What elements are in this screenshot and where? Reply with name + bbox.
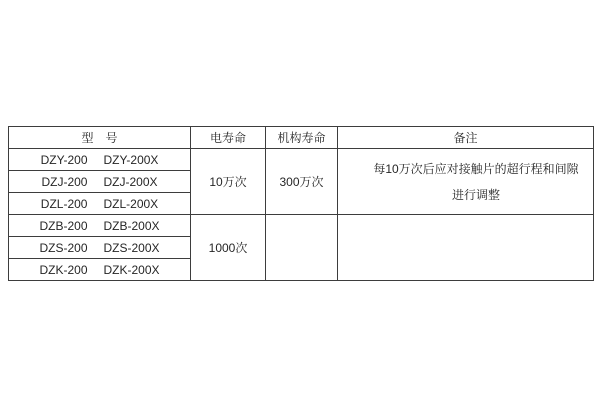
remarks-cell	[338, 149, 594, 215]
model-name: DZS-200	[39, 240, 88, 255]
model-pair	[39, 241, 159, 255]
model-name: DZL-200	[40, 196, 88, 211]
table-row	[9, 149, 594, 171]
mechanism-life-cell	[266, 215, 338, 281]
model-name: DZS-200X	[103, 240, 160, 255]
spec-table-container	[8, 126, 594, 281]
model-name: DZB-200X	[103, 218, 160, 233]
remarks-line-2: 进行调整	[451, 187, 500, 202]
model-name: DZJ-200	[41, 174, 88, 189]
header-mechanism-life: 机构寿命	[266, 127, 338, 149]
electrical-life-cell: 1000次	[191, 215, 266, 281]
model-name: DZY-200X	[103, 152, 159, 167]
remarks-text	[338, 161, 593, 203]
model-name: DZB-200	[39, 218, 88, 233]
header-electrical-life: 电寿命	[191, 127, 266, 149]
model-name: DZK-200	[39, 262, 88, 277]
model-cell	[9, 193, 191, 215]
model-pair	[41, 153, 159, 167]
model-pair	[39, 219, 159, 233]
model-name: DZY-200	[40, 152, 88, 167]
remarks-cell	[338, 215, 594, 281]
model-cell	[9, 237, 191, 259]
relay-spec-table	[8, 126, 594, 281]
model-name: DZJ-200X	[103, 174, 158, 189]
header-row	[9, 127, 594, 149]
model-cell	[9, 149, 191, 171]
model-name: DZL-200X	[103, 196, 159, 211]
remarks-text	[338, 243, 593, 253]
model-cell	[9, 215, 191, 237]
model-cell	[9, 259, 191, 281]
model-pair	[41, 197, 158, 211]
electrical-life-cell: 10万次	[191, 149, 266, 215]
model-pair	[39, 263, 159, 277]
header-model: 型 号	[9, 127, 191, 149]
model-name: DZK-200X	[103, 262, 160, 277]
model-pair	[41, 175, 157, 189]
mechanism-life-cell: 300万次	[266, 149, 338, 215]
table-row	[9, 215, 594, 237]
header-remarks: 备注	[338, 127, 594, 149]
remarks-line-1: 每10万次后应对接触片的超行程和间隙	[373, 161, 579, 176]
model-cell	[9, 171, 191, 193]
